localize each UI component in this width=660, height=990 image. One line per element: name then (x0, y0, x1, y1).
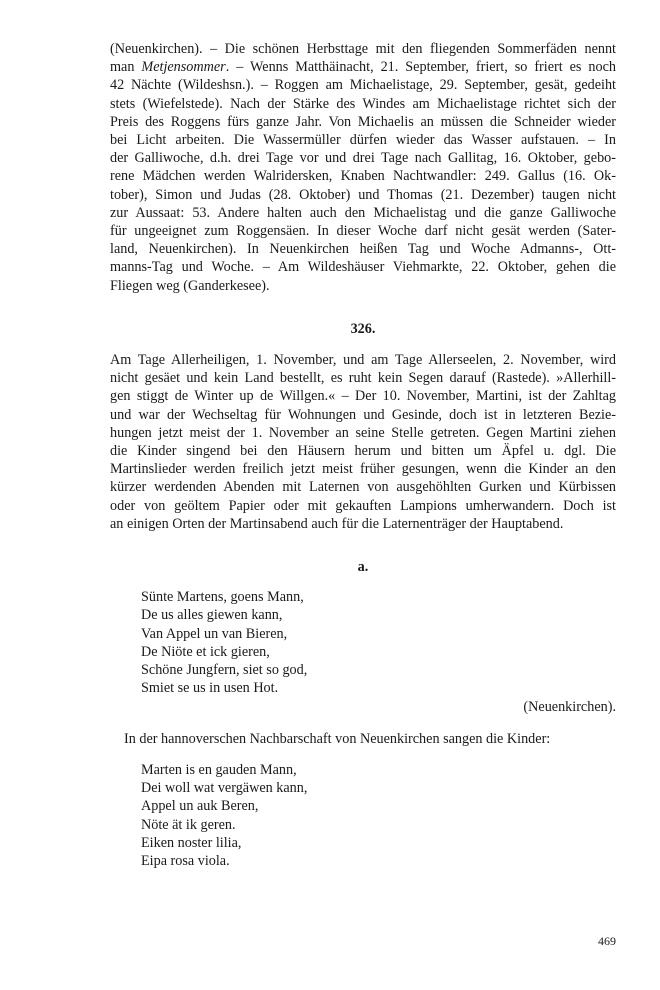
section-heading-326: 326. (350, 320, 376, 337)
text-line: stets (Wiefelstede). Nach der Stärke des Windes am Michaelistage richtet sich der (110, 95, 616, 112)
verse-b (141, 761, 616, 870)
text-line: bei Licht arbeiten. Die Wassermüller dürfen wieder das Wasser aufstauen. – In (110, 132, 616, 149)
text-line: Am Tage Allerheiligen, 1. November, und am Tage Allerseelen, 2. November, wird (110, 352, 616, 369)
text-line: (Neuenkirchen). – Die schönen Herbsttage mit den fliegenden Sommerfäden nennt (110, 41, 616, 57)
subsection-heading-a: a. (357, 559, 369, 576)
paragraph-hannover: In der hannoverschen Nachbarschaft von Neuenkirchen sangen die Kinder: (124, 730, 551, 747)
source-reference: (Neuenkirchen). (523, 698, 616, 715)
verse-a (141, 588, 616, 697)
page-number: 469 (598, 934, 616, 948)
text-line: zur Aussaat: 53. Andere halten auch den Michaelistag und die ganze Galliwoche (110, 204, 616, 221)
verse-line: Nöte ät ik geren. (141, 816, 236, 833)
verse-line: Eiken noster lilia, (141, 834, 242, 851)
text-line: gen stiggt de Winter up de Willgen.« – Der 10. November, Martini, ist der Zahltag (110, 388, 616, 405)
paragraph-continuation (110, 40, 616, 295)
text-line: oder von geöltem Papier oder mit gekauften Lampions umherwandern. Doch ist (110, 497, 616, 514)
text-line: nicht gesäet und kein Land bestellt, es ruht kein Segen darauf (Rastede). »Allerhill- (110, 370, 616, 387)
text-line: manns-Tag und Woche. – Am Wildeshäuser Viehmarkte, 22. Oktober, gehen die (110, 259, 616, 276)
verse-line: Eipa rosa viola. (141, 852, 230, 869)
text-line: Martinslieder werden freilich jetzt meist früher gesungen, wenn die Kinder an den (110, 461, 616, 478)
text-line: rene Mädchen werden Walridersken, Knaben Nachtwandler: 249. Gallus (16. Ok- (110, 168, 616, 185)
verse-line: Schöne Jungfern, siet so god, (141, 662, 308, 679)
verse-line: De us alles giewen kann, (141, 607, 283, 624)
verse-line: De Niöte et ick gieren, (141, 643, 270, 660)
text-line: kürzer werdenden Abenden mit Laternen von ausgehöhlten Gurken und Kürbissen (110, 479, 616, 496)
text-line: der Galliwoche, d.h. drei Tage vor und drei Tage nach Gallitag, 16. Oktober, gebo- (110, 150, 616, 167)
verse-line: Smiet se us in usen Hot. (141, 680, 279, 697)
verse-line: Dei woll wat vergäwen kann, (141, 780, 308, 797)
page-body (110, 40, 616, 870)
text-line: tober), Simon und Judas (28. Oktober) und Thomas (21. Dezember) taugen nicht (110, 186, 616, 203)
text-line: land, Neuenkirchen). In Neuenkirchen heißen Tag und Woche Admanns-, Ott- (110, 241, 616, 258)
text-line: Preis des Roggens fürs ganze Jahr. Von Michaelis an müssen die Schneider wieder (110, 113, 616, 130)
text-line: die Kinder singend bei den Häusern herum und bitten um Äpfel u. dgl. Die (110, 443, 616, 460)
text-line: und war der Wechseltag für Wohnungen und Gesinde, doch ist in letzteren Bezie- (110, 406, 616, 423)
text-line: hungen jetzt meist der 1. November an seine Stelle getreten. Gegen Martini ziehen (110, 424, 616, 441)
verse-line: Appel un auk Beren, (141, 798, 259, 815)
verse-line: Marten is en gauden Mann, (141, 761, 297, 778)
text-line: 42 Nächte (Wildeshsn.). – Roggen am Michaelistage, 29. September, gesät, gedeiht (110, 77, 616, 94)
verse-line: Van Appel un van Bieren, (141, 625, 288, 642)
text-line: man Metjensommer. – Wenns Matthäinacht, 21. September, friert, so friert es noch (110, 59, 616, 76)
paragraph-326 (110, 351, 616, 533)
text-line: Fliegen weg (Ganderkesee). (110, 277, 270, 294)
text-line: für ungeeignet zum Roggensäen. In dieser Woche darf nicht gesät werden (Sater- (110, 223, 616, 240)
verse-line: Sünte Martens, goens Mann, (141, 589, 304, 606)
text-line: an einigen Orten der Martinsabend auch für die Laternenträger der Hauptabend. (110, 515, 564, 532)
